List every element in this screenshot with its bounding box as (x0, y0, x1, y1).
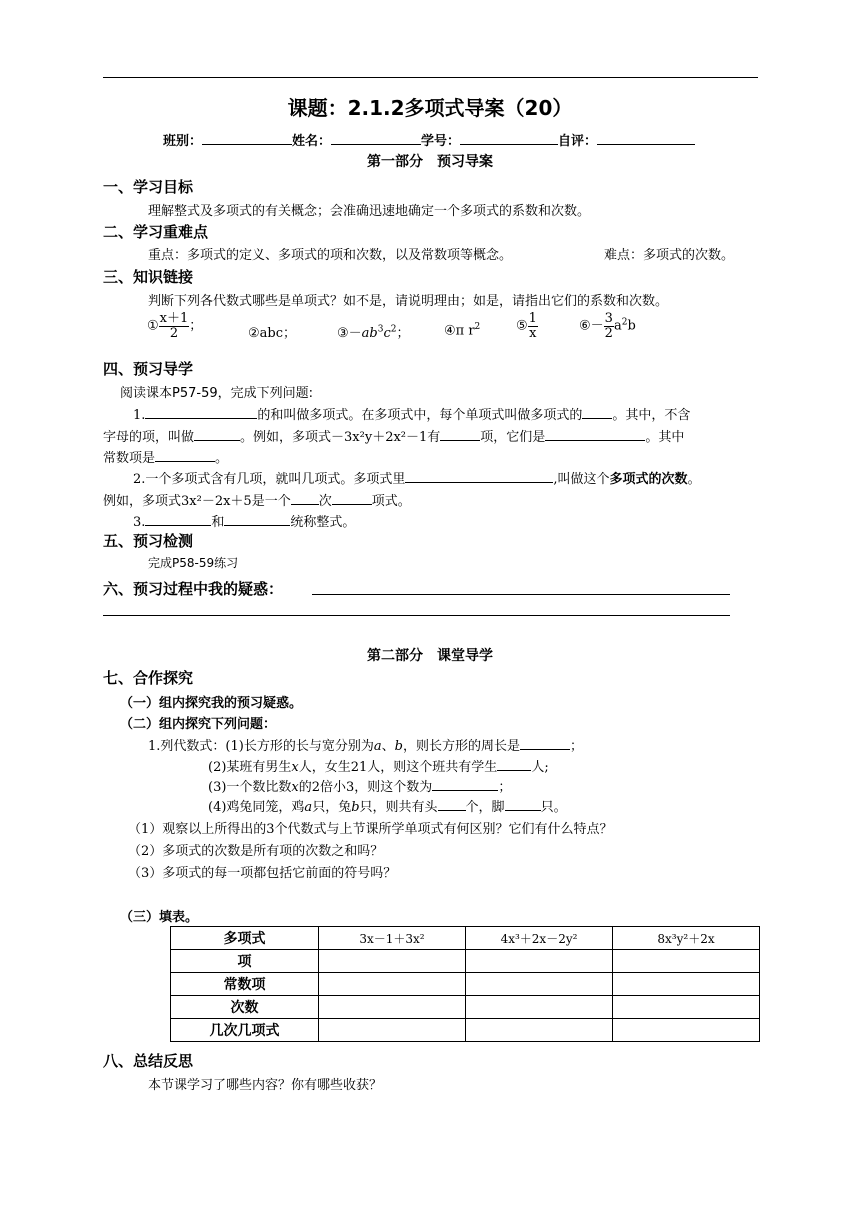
item-3-c: c (383, 326, 391, 341)
q2-line1 (133, 468, 701, 487)
problem-4 (208, 796, 567, 815)
eval-label: 自评： (558, 134, 598, 149)
q3-blank-2[interactable] (224, 513, 290, 526)
p3-text: (3)一个数比数 (208, 780, 292, 795)
q2-text-f: 次 (318, 494, 332, 509)
p1-var-b: b (394, 739, 403, 754)
p1-var-a: a (373, 739, 382, 754)
expr-item-6 (579, 312, 636, 340)
section2-hard: 难点：多项式的次数。 (604, 248, 735, 263)
class-label: 班别： (163, 134, 203, 149)
doubts-line-1[interactable] (312, 594, 730, 595)
section5-text: 完成P58-59练习 (148, 556, 239, 570)
item-3-ab: ab (361, 326, 378, 341)
q1-polynomial: －3x²y＋2x²－1 (331, 430, 428, 445)
q1-number: 1. (133, 408, 146, 423)
p4-text-c: 只，则共有头 (359, 800, 438, 815)
page-title: 课题：2.1.2多项式导案（20） (287, 96, 573, 120)
item-3-exp2: 2 (390, 324, 397, 335)
table-cell[interactable] (319, 1019, 466, 1042)
q1-blank-3[interactable] (194, 428, 240, 441)
q3-line (133, 511, 355, 530)
q1-line2 (103, 426, 684, 445)
p3-var-x: x (291, 780, 299, 795)
q1-text-f: 有 (427, 430, 441, 445)
section2-key: 重点：多项式的定义、多项式的项和次数，以及常数项等概念。 (148, 248, 513, 263)
polynomial-table (170, 926, 760, 1042)
section6-heading: 六、预习过程中我的疑惑： (103, 580, 284, 598)
reflect-q1: （1）观察以上所得出的3个代数式与上节课所学单项式有何区别？它们有什么特点？ (128, 822, 613, 837)
q2-text-b: ,叫做这个 (553, 472, 610, 487)
p4-var-b: b (351, 800, 360, 815)
table-cell[interactable] (613, 950, 760, 973)
polynomial-col-1: 3x－1＋3x² (319, 927, 466, 950)
item-6-b: b (627, 318, 636, 334)
q1-line3 (103, 447, 228, 466)
q2-text-c: 。 (687, 472, 701, 487)
q2-text-a: 2.一个多项式含有几项，就叫几项式。多项式里 (133, 472, 406, 487)
top-rule (103, 77, 758, 78)
p1-text: 1.列代数式：(1)长方形的长与宽分别为 (148, 739, 374, 754)
number-field[interactable] (460, 132, 558, 145)
item-4-exp: 2 (474, 322, 481, 332)
q2-blank-1[interactable] (405, 470, 553, 483)
part1-heading: 第一部分 预习导案 (367, 154, 493, 170)
q1-text-e: 。例如，多项式 (240, 430, 332, 445)
p2-text-b: 人，女生21人，则这个班共有学生 (298, 760, 498, 775)
p4-text: (4)鸡兔同笼，鸡 (208, 800, 305, 815)
fraction-numerator: x＋1 (159, 311, 189, 326)
p1-text-c: ，则长方形的周长是 (402, 739, 520, 754)
table-cell[interactable] (613, 1019, 760, 1042)
problem-3 (208, 776, 511, 795)
section7-heading: 七、合作探究 (103, 669, 194, 687)
problem-1 (148, 735, 583, 754)
q1-text-c: 。其中，不含 (612, 408, 691, 423)
table-cell[interactable] (613, 973, 760, 996)
q1-blank-1[interactable] (145, 406, 257, 419)
reflect-q2: （2）多项式的次数是所有项的次数之和吗？ (128, 844, 384, 859)
p4-end: 只。 (540, 800, 567, 815)
item-6-marker: ⑥－ (579, 318, 604, 334)
fraction-denominator: x (529, 325, 537, 341)
q2-blank-2[interactable] (291, 492, 319, 505)
p1-blank[interactable] (520, 737, 570, 750)
polynomial-col-3: 8x³y²＋2x (613, 927, 760, 950)
q1-text-i: 常数项是 (103, 451, 156, 466)
q1-text-d: 字母的项，叫做 (103, 430, 195, 445)
row-header-terms: 项 (171, 950, 319, 973)
table-cell[interactable] (319, 950, 466, 973)
q2-line2 (103, 490, 411, 509)
item-6-a: a (613, 318, 622, 334)
eval-field[interactable] (597, 132, 695, 145)
fraction-3-over-2 (604, 312, 614, 340)
q3-number: 3. (133, 515, 146, 530)
q2-blank-3[interactable] (332, 492, 372, 505)
q1-text-j: 。 (215, 451, 229, 466)
expr-item-2: ②abc； (248, 326, 297, 341)
item-3-marker: ③－ (337, 326, 362, 341)
student-info-row (163, 130, 695, 149)
fraction-1-over-x (528, 312, 538, 340)
table-cell[interactable] (319, 996, 466, 1019)
section3-text: 判断下列各代数式哪些是单项式？如不是，请说明理由；如是，请指出它们的系数和次数。 (148, 294, 669, 309)
polynomial-col-2: 4x³＋2x－2y² (466, 927, 613, 950)
q1-text-b: 的和叫做多项式。在多项式中，每个单项式叫做多项式的 (257, 408, 583, 423)
section4-intro: 阅读课本P57-59，完成下列问题: (120, 386, 313, 401)
item-4-marker: ④π r (444, 323, 475, 339)
section5-heading: 五、预习检测 (103, 532, 194, 550)
q2-text-d: 例如，多项式 (103, 494, 182, 509)
q1-blank-4[interactable] (440, 428, 480, 441)
p4-blank-2[interactable] (505, 798, 541, 811)
p4-text-b: 只，兔 (312, 800, 352, 815)
row-header-degree: 次数 (171, 996, 319, 1019)
p1-sep: 、 (381, 739, 395, 754)
p2-end: 人; (531, 760, 549, 775)
p2-var-x: x (291, 760, 299, 775)
fraction-x-plus-1-over-2 (159, 312, 190, 340)
fraction-numerator: 3 (604, 311, 613, 326)
q3-text-b: 和 (211, 515, 225, 530)
section2-heading: 二、学习重难点 (103, 223, 209, 241)
p3-end: ； (498, 780, 512, 795)
fraction-denominator: 2 (169, 325, 179, 341)
q1-blank-5[interactable] (545, 428, 645, 441)
class-field[interactable] (202, 132, 292, 145)
q1-text-g: 项，它们是 (480, 430, 546, 445)
item-3-exp1: 3 (377, 324, 384, 335)
table-row (171, 1019, 760, 1042)
item-3-tail: ； (396, 326, 410, 341)
p4-var-a: a (304, 800, 313, 815)
name-label: 姓名： (292, 134, 332, 149)
q3-blank-1[interactable] (145, 513, 211, 526)
number-label: 学号： (421, 134, 461, 149)
p2-text: (2)某班有男生 (208, 760, 292, 775)
name-field[interactable] (331, 132, 421, 145)
table-row (171, 973, 760, 996)
table-cell[interactable] (466, 996, 613, 1019)
section3-heading: 三、知识链接 (103, 268, 194, 286)
p3-blank[interactable] (432, 778, 498, 791)
table-cell[interactable] (466, 950, 613, 973)
expr-item-1 (147, 312, 202, 340)
item-5-marker: ⑤ (516, 318, 528, 334)
item-6-exp: 2 (621, 317, 628, 328)
fraction-numerator: 1 (528, 311, 537, 326)
q3-text-c: 统称整式。 (290, 515, 356, 530)
item-1-tail: ； (189, 318, 203, 334)
sub1-heading: （一）组内探究我的预习疑惑。 (120, 696, 303, 711)
expr-item-3 (337, 322, 410, 341)
q1-blank-2[interactable] (582, 406, 612, 419)
table-cell[interactable] (466, 1019, 613, 1042)
reflect-q3: （3）多项式的每一项都包括它前面的符号吗？ (128, 866, 397, 881)
sub3-heading: （三）填表。 (120, 910, 199, 925)
table-cell[interactable] (466, 973, 613, 996)
p2-blank[interactable] (497, 758, 531, 771)
sub2-heading: （二）组内探究下列问题： (120, 717, 277, 732)
row-header-classification: 几次几项式 (171, 1019, 319, 1042)
q1-line1 (133, 404, 690, 423)
item-1-marker: ① (147, 318, 159, 334)
part2-heading: 第二部分 课堂导学 (367, 648, 493, 664)
q2-polynomial: 3x²－2x＋5 (181, 494, 252, 509)
q1-blank-6[interactable] (155, 449, 215, 462)
q2-text-g: 项式。 (371, 494, 411, 509)
p4-blank-1[interactable] (438, 798, 466, 811)
p1-end: ； (569, 739, 583, 754)
table-row (171, 996, 760, 1019)
doubts-line-2[interactable] (103, 615, 730, 616)
section4-heading: 四、预习导学 (103, 360, 194, 378)
problem-2 (208, 756, 549, 775)
fraction-denominator: 2 (604, 325, 613, 341)
expr-item-5 (516, 312, 538, 340)
q1-text-h: 。其中 (645, 430, 685, 445)
section8-heading: 八、总结反思 (103, 1052, 194, 1070)
section1-text: 理解整式及多项式的有关概念；会准确迅速地确定一个多项式的系数和次数。 (148, 204, 591, 219)
q2-text-e: 是一个 (251, 494, 291, 509)
q2-bold-term: 多项式的次数 (609, 472, 688, 487)
p4-text-d: 个，脚 (465, 800, 505, 815)
table-row (171, 950, 760, 973)
row-header-constant: 常数项 (171, 973, 319, 996)
table-cell[interactable] (319, 973, 466, 996)
section8-text: 本节课学习了哪些内容？你有哪些收获？ (148, 1078, 383, 1093)
row-header-polynomial: 多项式 (171, 927, 319, 950)
section1-heading: 一、学习目标 (103, 178, 194, 196)
p3-text-b: 的2倍小3，则这个数为 (298, 780, 433, 795)
table-row (171, 927, 760, 950)
table-cell[interactable] (613, 996, 760, 1019)
expr-item-4 (444, 322, 480, 338)
